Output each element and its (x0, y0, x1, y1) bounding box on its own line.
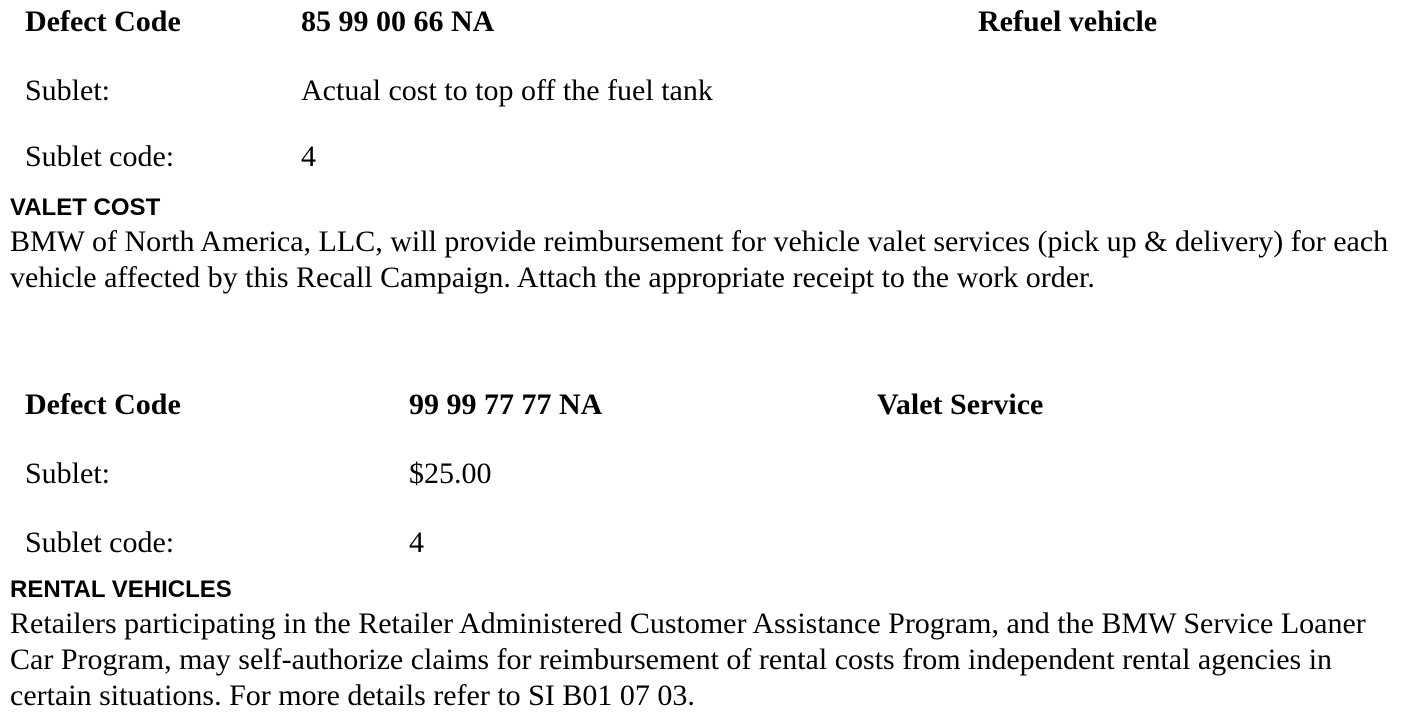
defect-code-label-2: Defect Code (25, 388, 181, 421)
sublet-code-label-1: Sublet code: (25, 140, 175, 173)
sublet-label-1: Sublet: (25, 74, 111, 107)
valet-cost-heading: VALET COST (10, 194, 161, 221)
sublet-value-1: Actual cost to top off the fuel tank (301, 74, 713, 107)
defect-code-value-1: 85 99 00 66 NA (301, 5, 495, 38)
sublet-label-2: Sublet: (25, 457, 111, 490)
sublet-code-value-2: 4 (409, 526, 424, 559)
valet-cost-paragraph: BMW of North America, LLC, will provide reimbursement for vehicle valet services (pick up & delivery) for each vehicle affected by this Recall Campaign. Attach the appropriate receipt to the work order. (10, 225, 1389, 294)
rental-vehicles-paragraph: Retailers participating in the Retailer Administered Customer Assistance Program, and the BMW Service Loaner Car Program, may self-authorize claims for reimbursement of rental costs from independent rental agencies in certain situations. For more details refer to SI B01 07 03. (10, 607, 1366, 712)
sublet-code-label-2: Sublet code: (25, 526, 175, 559)
defect-code-label-1: Defect Code (25, 5, 181, 38)
defect-code-description-2: Valet Service (877, 388, 1044, 421)
sublet-value-2: $25.00 (409, 457, 492, 490)
rental-vehicles-heading: RENTAL VEHICLES (10, 576, 232, 603)
defect-code-description-1: Refuel vehicle (978, 5, 1158, 38)
sublet-code-value-1: 4 (301, 140, 316, 173)
defect-code-value-2: 99 99 77 77 NA (409, 388, 603, 421)
